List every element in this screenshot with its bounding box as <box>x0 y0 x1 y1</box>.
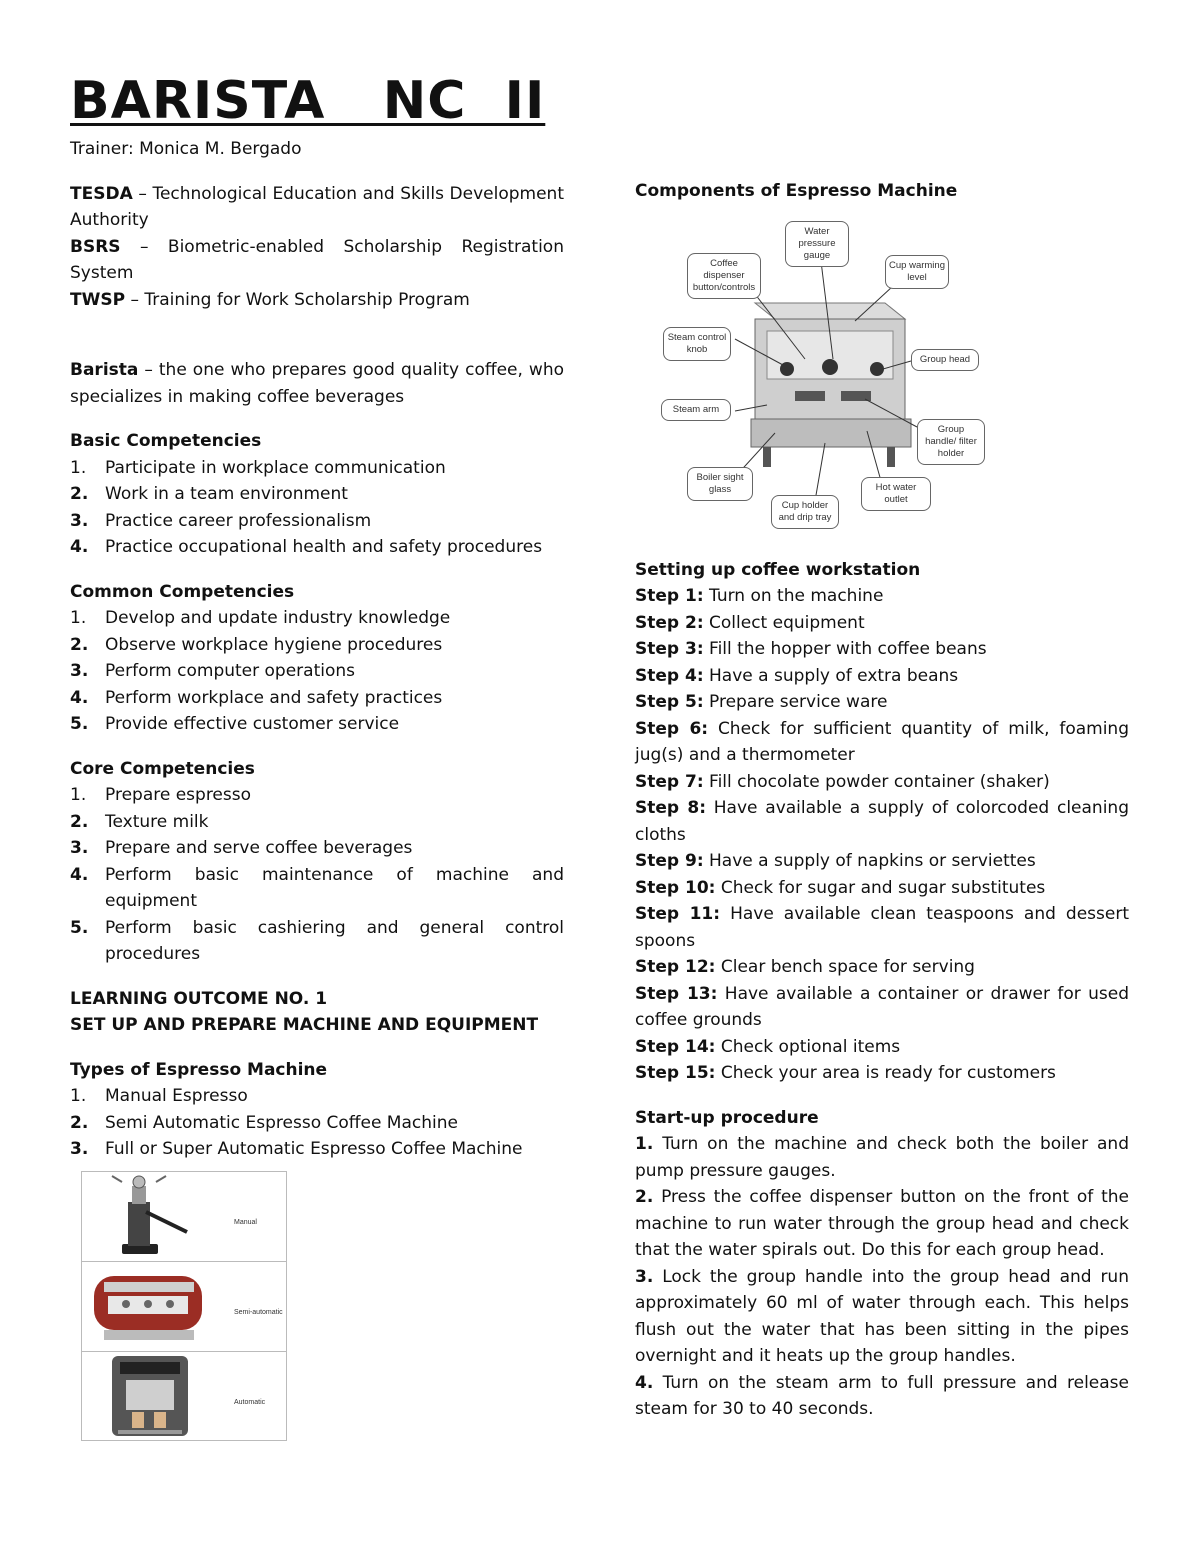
machine-types-image <box>81 1171 287 1441</box>
barista-term: Barista <box>70 360 139 380</box>
list-item: Step 2: Collect equipment <box>635 612 865 633</box>
list-item: 4. Perform workplace and safety practices <box>70 687 443 708</box>
label-hot-water-outlet: Hot water outlet <box>861 477 931 511</box>
list-item: 4. Turn on the steam arm to full pressure and release steam for 30 to 40 seconds. <box>635 1372 1129 1419</box>
list-item: 1. Prepare espresso <box>70 785 252 805</box>
list-item: 1. Manual Espresso <box>70 1086 248 1106</box>
label-coffee-dispenser: Coffee dispenser button/controls <box>687 253 761 299</box>
list-item: 5. Provide effective customer service <box>70 714 400 734</box>
acronym-text: – Biometric-enabled Scholarship Registration System <box>70 236 564 283</box>
label-water-pressure-gauge: Water pressure gauge <box>785 221 849 267</box>
list-item: 1. Develop and update industry knowledge <box>70 608 451 628</box>
page-title: BARISTA NC II <box>70 71 546 131</box>
label-steam-arm: Steam arm <box>661 399 731 421</box>
list-item: 2. Press the coffee dispenser button on the front of the machine to run water through the group head and check that the water spirals out. Do this for each group head. <box>635 1187 1129 1260</box>
acronym-tesda <box>70 181 564 234</box>
machine-caption: Semi-automatic <box>234 1308 283 1316</box>
acronym-abbr: TWSP <box>70 289 126 310</box>
list-item: 5. Perform basic cashiering and general control procedures <box>70 917 564 964</box>
types-heading: Types of Espresso Machine <box>70 1059 328 1080</box>
list-item: Step 7: Fill chocolate powder container (shaker) <box>635 771 1050 792</box>
semi-automatic-machine-row <box>82 1262 286 1352</box>
basic-competencies-list <box>70 455 564 561</box>
semi-automatic-machine-icon <box>82 1262 222 1351</box>
acronym-text: – Training for Work Scholarship Program <box>125 289 470 310</box>
label-group-handle: Group handle/ filter holder <box>917 419 985 465</box>
list-item: 2. Semi Automatic Espresso Coffee Machine <box>70 1112 458 1133</box>
list-item: Step 4: Have a supply of extra beans <box>635 665 959 686</box>
label-group-head: Group head <box>911 349 979 371</box>
list-item: Step 3: Fill the hopper with coffee beans <box>635 639 987 659</box>
list-item: Step 6: Check for sufficient quantity of milk, foaming jug(s) and a thermometer <box>635 718 1129 765</box>
basic-competencies-heading: Basic Competencies <box>70 431 262 451</box>
list-item: 3. Full or Super Automatic Espresso Coffee Machine <box>70 1139 523 1159</box>
manual-machine-row <box>82 1172 286 1262</box>
list-item: 1. Participate in workplace communication <box>70 457 446 478</box>
startup-heading: Start-up procedure <box>635 1107 819 1128</box>
list-item: Step 15: Check your area is ready for customers <box>635 1063 1056 1083</box>
list-item: Step 11: Have available clean teaspoons and dessert spoons <box>635 904 1129 951</box>
types-list <box>70 1083 564 1163</box>
list-item: Step 10: Check for sugar and sugar substitutes <box>635 877 1046 898</box>
manual-machine-icon <box>82 1172 222 1261</box>
setup-steps <box>635 583 1129 1087</box>
list-item: Step 14: Check optional items <box>635 1036 901 1057</box>
list-item: 2. Observe workplace hygiene procedures <box>70 634 443 655</box>
components-heading: Components of Espresso Machine <box>635 181 958 201</box>
list-item: Step 9: Have a supply of napkins or serviettes <box>635 851 1036 871</box>
acronym-abbr: BSRS <box>70 236 121 257</box>
list-item: 3. Perform computer operations <box>70 661 356 681</box>
list-item: Step 5: Prepare service ware <box>635 692 888 712</box>
list-item: Step 8: Have available a supply of colorcoded cleaning cloths <box>635 798 1129 845</box>
acronym-twsp <box>70 287 564 314</box>
label-steam-control-knob: Steam control knob <box>663 327 731 361</box>
label-cup-warming-level: Cup warming level <box>885 255 949 289</box>
learning-outcome-line2: SET UP AND PREPARE MACHINE AND EQUIPMENT <box>70 1015 539 1035</box>
list-item: 3. Prepare and serve coffee beverages <box>70 838 413 858</box>
core-competencies-heading: Core Competencies <box>70 758 255 779</box>
common-competencies-heading: Common Competencies <box>70 581 295 602</box>
list-item: 3. Lock the group handle into the group head and run approximately 60 ml of water through each. This helps flush out the water that has been sitting in the pipes overnight and it heats up the group handles. <box>635 1266 1129 1366</box>
list-item: 1. Turn on the machine and check both the boiler and pump pressure gauges. <box>635 1134 1129 1181</box>
common-competencies-list <box>70 605 564 738</box>
label-boiler-sight-glass: Boiler sight glass <box>687 467 753 501</box>
list-item: Step 12: Clear bench space for serving <box>635 957 975 977</box>
machine-caption: Automatic <box>234 1398 266 1406</box>
acronym-abbr: TESDA <box>70 183 133 204</box>
startup-steps <box>635 1131 1129 1423</box>
learning-outcome-line1: LEARNING OUTCOME NO. 1 <box>70 988 328 1009</box>
list-item: 2. Work in a team environment <box>70 484 348 504</box>
acronym-bsrs <box>70 234 564 287</box>
right-column <box>635 178 1129 1423</box>
list-item: Step 1: Turn on the machine <box>635 586 884 606</box>
machine-caption: Manual <box>234 1218 257 1226</box>
barista-text: – the one who prepares good quality coffee, who specializes in making coffee beverages <box>70 360 564 407</box>
left-column <box>70 70 564 1441</box>
label-cup-holder: Cup holder and drip tray <box>771 495 839 529</box>
core-competencies-list <box>70 782 564 968</box>
setup-heading: Setting up coffee workstation <box>635 559 921 580</box>
list-item: 4. Practice occupational health and safety procedures <box>70 537 543 557</box>
automatic-machine-icon <box>82 1352 222 1441</box>
list-item: Step 13: Have available a container or drawer for used coffee grounds <box>635 983 1129 1030</box>
acronym-text: – Technological Education and Skills Development Authority <box>70 183 564 230</box>
list-item: 2. Texture milk <box>70 811 209 832</box>
espresso-machine-diagram <box>655 219 985 539</box>
list-item: 4. Perform basic maintenance of machine and equipment <box>70 864 564 911</box>
barista-definition <box>70 357 564 410</box>
trainer-line: Trainer: Monica M. Bergado <box>70 139 302 159</box>
automatic-machine-row <box>82 1352 286 1441</box>
list-item: 3. Practice career professionalism <box>70 510 372 531</box>
